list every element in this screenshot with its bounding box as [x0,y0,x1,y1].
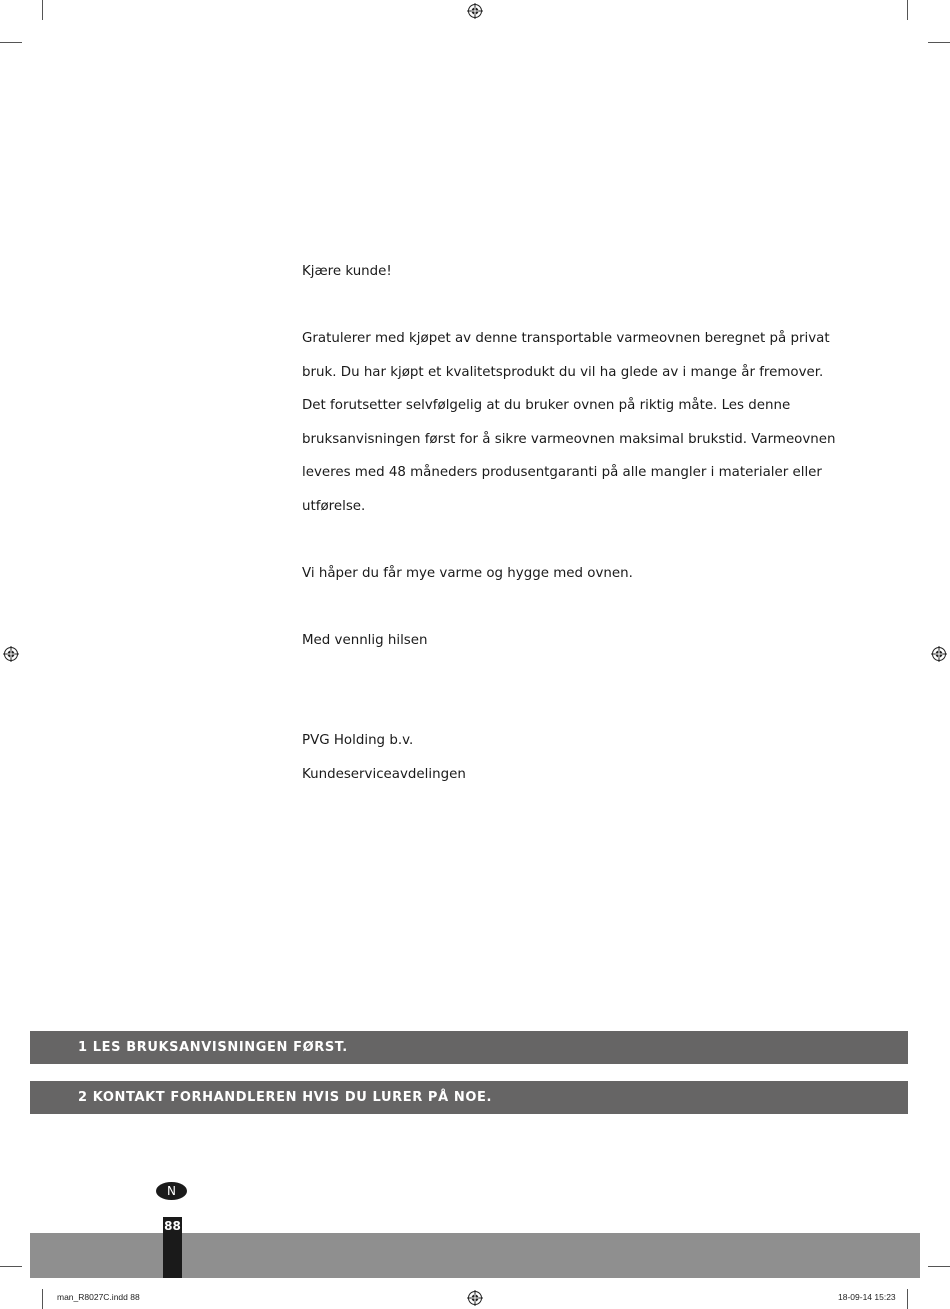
crop-mark [42,0,43,20]
welcome-letter [302,255,842,791]
crop-mark [0,42,22,43]
notice-text: 2 KONTAKT FORHANDLEREN HVIS DU LURER PÅ NOE. [78,1090,493,1105]
letter-body-line: bruksanvisningen først for å sikre varmeovnen maksimal brukstid. Varmeovnen [302,431,836,447]
crop-mark [928,1266,950,1267]
letter-body-line: Det forutsetter selvfølgelig at du bruker ovnen på riktig måte. Les denne [302,398,791,413]
letter-wish: Vi håper du får mye varme og hygge med ovnen. [302,565,633,581]
notice-band-contact-dealer [30,1081,908,1114]
notice-text: 1 LES BRUKSANVISNINGEN FØRST. [78,1040,348,1055]
spacer [302,657,842,724]
crop-mark [928,42,950,43]
spacer [302,590,842,624]
date-slug: 18-09-14 15:23 [838,1292,896,1302]
page-number: 88 [164,1219,181,1233]
letter-company: PVG Holding b.v. [302,733,414,748]
registration-mark-icon [931,646,947,662]
language-code: N [167,1184,176,1198]
crop-mark [0,1266,22,1267]
spacer [302,523,842,557]
crop-mark [907,0,908,20]
letter-department: Kundeserviceavdelingen [302,766,466,782]
file-slug: man_R8027C.indd 88 [57,1292,140,1302]
letter-body-line: utførelse. [302,498,366,514]
notice-band-read-manual [30,1031,908,1064]
crop-mark [42,1289,43,1309]
letter-greeting: Kjære kunde! [302,264,392,279]
letter-body-line: leveres med 48 måneders produsentgaranti på alle mangler i materialer eller [302,465,822,480]
letter-body-line: bruk. Du har kjøpt et kvalitetsprodukt du vil ha glede av i mange år fremover. [302,364,824,380]
registration-mark-icon [467,1290,483,1306]
letter-body-line: Gratulerer med kjøpet av denne transportable varmeovnen beregnet på privat [302,331,830,346]
spacer [302,289,842,323]
registration-mark-icon [3,646,19,662]
registration-mark-icon [467,3,483,19]
crop-mark [907,1289,908,1309]
language-badge [156,1182,187,1200]
letter-closing: Med vennlig hilsen [302,632,428,648]
